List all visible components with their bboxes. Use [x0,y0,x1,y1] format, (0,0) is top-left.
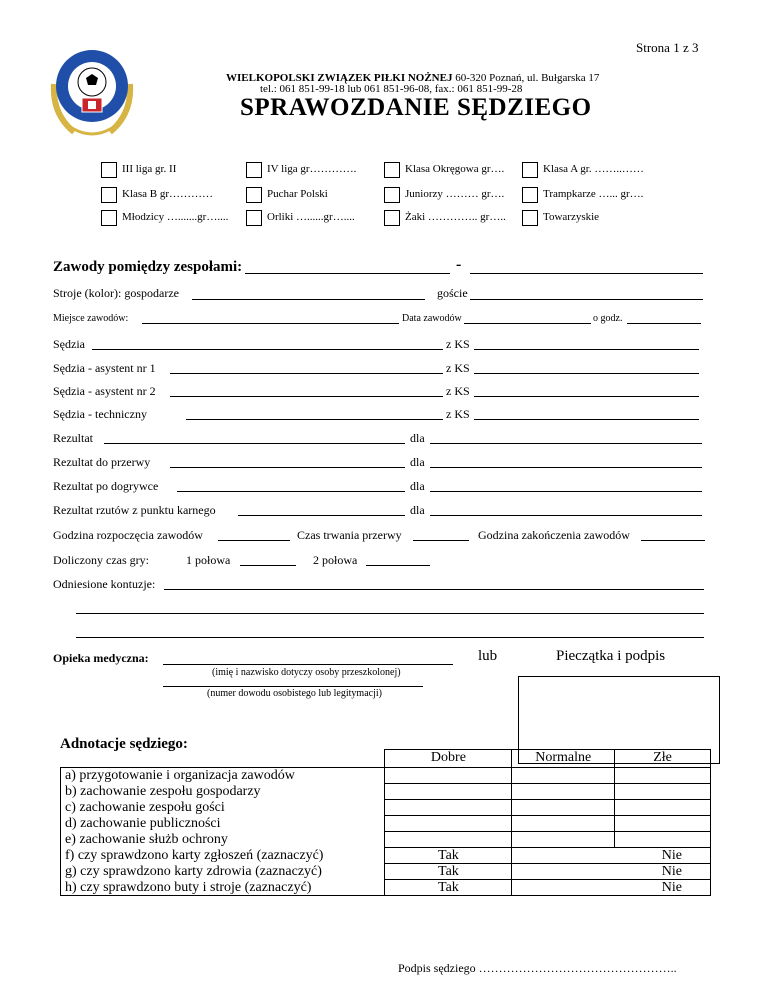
annotations-row-label: c) zachowanie zespołu gości [61,800,385,816]
result-penalties-label: Rezultat rzutów z punktu karnego [53,503,216,517]
annotations-column-header: Dobre [385,750,512,768]
league-checkbox[interactable] [384,210,400,226]
league-option-label: Orliki …......gr….... [267,211,355,223]
half2-label: 2 połowa [313,553,358,567]
league-checkbox[interactable] [522,162,538,178]
injuries-field-1[interactable] [164,589,704,590]
org-phones: tel.: 061 851-99-18 lub 061 851-96-08, fax.: 061 851-99-28 [260,83,523,95]
annotations-check-row [61,880,711,896]
league-option-label: Klasa Okręgowa gr…. [405,163,505,175]
annotations-rating-cell[interactable] [385,800,512,816]
half2-field[interactable] [366,565,430,566]
league-option-label: IV liga gr…………. [267,163,357,175]
result-half-label: Rezultat do przerwy [53,455,151,469]
result-extra-time-score-field[interactable] [177,491,405,492]
medical-name-field[interactable] [163,664,453,665]
result-half-for-label: dla [410,455,425,469]
league-checkbox[interactable] [384,162,400,178]
annotations-row-label: a) przygotowanie i organizacja zawodów [61,768,385,784]
break-field[interactable] [413,540,469,541]
result-half-team-field[interactable] [430,467,702,468]
annotations-yes-cell[interactable]: Tak [385,848,512,864]
annotations-no-cell[interactable]: Nie [512,880,711,896]
half1-field[interactable] [240,565,296,566]
annotations-header-blank [61,750,385,768]
annotations-rating-cell[interactable] [615,768,711,784]
annotations-no-cell[interactable]: Nie [512,848,711,864]
annotations-check-label: f) czy sprawdzono karty zgłoszeń (zaznaczyć) [61,848,385,864]
annotations-rating-cell[interactable] [385,768,512,784]
injuries-label: Odniesione kontuzje: [53,577,156,591]
result-extra-time-for-label: dla [410,479,425,493]
result-extra-time-team-field[interactable] [430,491,702,492]
time-field[interactable] [627,323,701,324]
assistant1-label: Sędzia - asystent nr 1 [53,361,156,375]
annotations-check-label: g) czy sprawdzono karty zdrowia (zaznaczyć) [61,864,385,880]
medical-id-field[interactable] [163,686,423,687]
annotations-column-header: Złe [615,750,711,768]
team-dash: - [456,256,462,273]
result-score-field[interactable] [104,443,405,444]
org-address: 60-320 Poznań, ul. Bułgarska 17 [452,72,600,84]
league-checkbox[interactable] [246,187,262,203]
annotations-title: Adnotacje sędziego: [60,736,188,752]
league-checkbox[interactable] [246,162,262,178]
annotations-rating-cell[interactable] [512,784,615,800]
annotations-row-label: d) zachowanie publiczności [61,816,385,832]
annotations-row-label: b) zachowanie zespołu gospodarzy [61,784,385,800]
annotations-check-label: h) czy sprawdzono buty i stroje (zaznaczyć) [61,880,385,896]
time-label: o godz. [593,313,623,324]
annotations-row [61,816,711,832]
break-label: Czas trwania przerwy [297,528,402,542]
result-penalties-team-field[interactable] [430,515,702,516]
or-label: lub [478,648,498,664]
page-title: SPRAWOZDANIE SĘDZIEGO [240,94,592,121]
org-name: WIELKOPOLSKI ZWIĄZEK PIŁKI NOŻNEJ [226,72,453,84]
assistant1-club-field[interactable] [474,373,699,374]
league-option-label: Klasa A gr. ……..…… [543,163,644,175]
association-logo [44,44,140,144]
result-for-label: dla [410,431,425,445]
annotations-row-label: e) zachowanie służb ochrony [61,832,385,848]
annotations-rating-cell[interactable] [615,816,711,832]
added-time-label: Doliczony czas gry: [53,553,149,567]
referee-ks-label: z KS [446,337,470,351]
match-label: Zawody pomiędzy zespołami: [53,259,243,275]
league-option-label: Puchar Polski [267,188,328,200]
league-option-label: Juniorzy ……… gr…. [405,188,505,200]
annotations-rating-cell[interactable] [512,768,615,784]
annotations-check-row [61,864,711,880]
away-team-field[interactable] [470,273,703,274]
annotations-rating-cell[interactable] [385,832,512,848]
annotations-column-header: Normalne [512,750,615,768]
technical-name-field[interactable] [186,419,443,420]
league-checkbox[interactable] [101,162,117,178]
assistant2-label: Sędzia - asystent nr 2 [53,384,156,398]
end-time-field[interactable] [641,540,705,541]
technical-label: Sędzia - techniczny [53,407,147,421]
medical-hint: (imię i nazwisko dotyczy osoby przeszkolonej) [212,667,401,678]
result-extra-time-label: Rezultat po dogrywce [53,479,159,493]
result-penalties-score-field[interactable] [238,515,405,516]
result-team-field[interactable] [430,443,702,444]
start-time-field[interactable] [218,540,290,541]
league-option-label: III liga gr. II [122,163,177,175]
annotations-row [61,768,711,784]
injuries-field-2[interactable] [76,613,704,614]
guests-label: goście [437,286,468,300]
league-checkbox[interactable] [101,210,117,226]
league-option-label: Żaki ………….. gr….. [405,211,506,223]
away-kit-field[interactable] [470,299,703,300]
annotations-rating-cell[interactable] [512,800,615,816]
home-kit-field[interactable] [192,299,425,300]
annotations-header-row [61,750,711,768]
league-checkbox[interactable] [101,187,117,203]
home-team-field[interactable] [245,273,450,274]
result-penalties-for-label: dla [410,503,425,517]
annotations-row [61,784,711,800]
league-option-label: Trampkarze …... gr…. [543,188,644,200]
annotations-table [60,749,711,896]
referee-label: Sędzia [53,337,85,351]
signature-label: Podpis sędziego ………………………………………….. [398,961,677,975]
annotations-rating-cell[interactable] [615,800,711,816]
league-checkbox[interactable] [384,187,400,203]
annotations-rating-cell[interactable] [512,816,615,832]
assistant2-ks-label: z KS [446,384,470,398]
venue-field[interactable] [142,323,399,324]
annotations-no-cell[interactable]: Nie [512,864,711,880]
half1-label: 1 połowa [186,553,231,567]
start-time-label: Godzina rozpoczęcia zawodów [53,528,203,542]
assistant2-name-field[interactable] [170,396,443,397]
page-number: Strona 1 z 3 [636,40,699,55]
league-option-label: Klasa B gr………… [122,188,214,200]
kits-label: Stroje (kolor): gospodarze [53,286,179,300]
id-hint: (numer dowodu osobistego lub legitymacji) [207,688,382,699]
annotations-check-row [61,848,711,864]
annotations-yes-cell[interactable]: Tak [385,864,512,880]
assistant1-ks-label: z KS [446,361,470,375]
venue-label: Miejsce zawodów: [53,313,129,324]
league-checkbox[interactable] [522,187,538,203]
annotations-row [61,832,711,848]
technical-ks-label: z KS [446,407,470,421]
annotations-rating-cell[interactable] [385,784,512,800]
annotations-rating-cell[interactable] [615,832,711,848]
annotations-rating-cell[interactable] [512,832,615,848]
injuries-field-3[interactable] [76,637,704,638]
league-option-label: Towarzyskie [543,211,600,223]
medical-label: Opieka medyczna: [53,651,149,665]
league-checkbox[interactable] [246,210,262,226]
stamp-label: Pieczątka i podpis [556,648,666,664]
assistant1-name-field[interactable] [170,373,443,374]
league-option-label: Młodzicy ….......gr….... [122,211,229,223]
referee-club-field[interactable] [474,349,699,350]
date-label: Data zawodów [402,313,462,324]
end-time-label: Godzina zakończenia zawodów [478,528,630,542]
result-half-score-field[interactable] [170,467,405,468]
assistant2-club-field[interactable] [474,396,699,397]
annotations-rating-cell[interactable] [385,816,512,832]
result-label: Rezultat [53,431,93,445]
annotations-row [61,800,711,816]
technical-club-field[interactable] [474,419,699,420]
annotations-rating-cell[interactable] [615,784,711,800]
league-checkbox[interactable] [522,210,538,226]
annotations-yes-cell[interactable]: Tak [385,880,512,896]
referee-name-field[interactable] [92,349,443,350]
date-field[interactable] [464,323,591,324]
